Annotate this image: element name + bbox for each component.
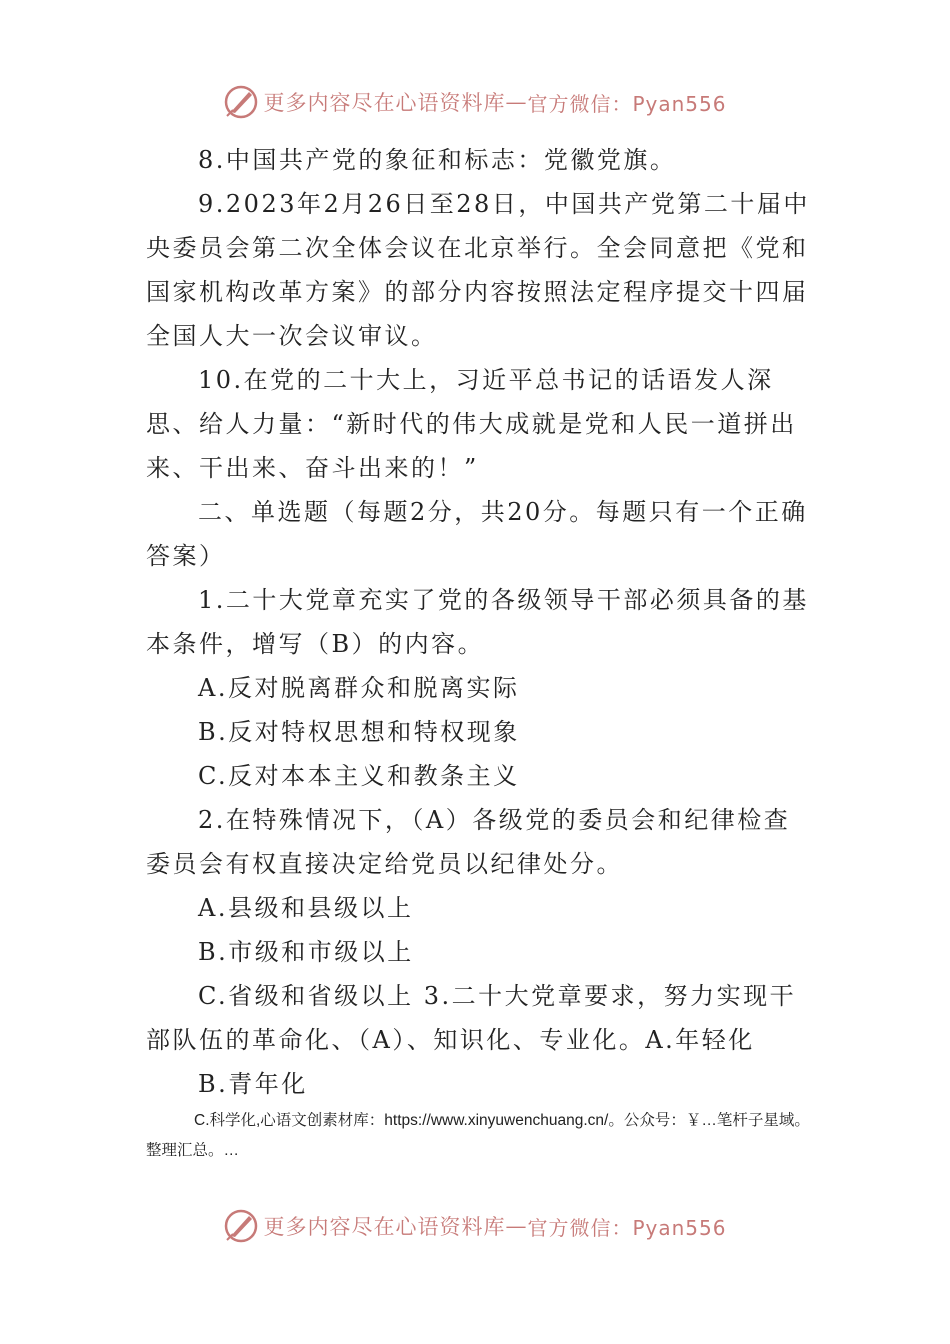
question-2-option-b: B.市级和市级以上 — [198, 938, 414, 966]
question-1-option-b: B.反对特权思想和特权现象 — [198, 718, 520, 746]
question-1-option-a: A.反对脱离群众和脱离实际 — [198, 674, 520, 702]
paragraph-9: 9.2023年2月26日至28日，中国共产党第二十届中央委员会第二次全体会议在北京举行。全会同意把《党和国家机构改革方案》的部分内容按照法定程序提交十四届全国人大一次会议审议。 — [146, 190, 810, 350]
section-heading-single-choice: 二、单选题（每题2分，共20分。每题只有一个正确答案） — [146, 498, 808, 570]
question-2-option-a: A.县级和县级以上 — [198, 894, 414, 922]
watermark-brand: 更多内容尽在心语资料库 — [263, 1215, 506, 1239]
watermark-wechat: 官方微信：Pyan556 — [527, 91, 727, 116]
quill-logo-icon — [223, 84, 259, 120]
paragraph-8: 8.中国共产党的象征和标志：党徽党旗。 — [198, 146, 677, 174]
footnote: C.科学化,心语文创素材库：https://www.xinyuwenchuang.cn/。公众号：￥…笔杆子星域。整理汇总。… — [146, 1112, 810, 1159]
watermark-footer — [0, 1208, 950, 1244]
question-1: 1.二十大党章充实了党的各级领导干部必须具备的基本条件，增写（B）的内容。 — [146, 586, 809, 658]
question-2: 2.在特殊情况下，（A）各级党的委员会和纪律检查委员会有权直接决定给党员以纪律处分。 — [146, 806, 791, 878]
watermark-wechat: 官方微信：Pyan556 — [527, 1215, 727, 1240]
paragraph-10: 10.在党的二十大上，习近平总书记的话语发人深思、给人力量：“新时代的伟大成就是党和人民一道拼出来、干出来、奋斗出来的！” — [146, 366, 797, 482]
quill-logo-icon — [223, 1208, 259, 1244]
watermark-dash: — — [505, 1214, 528, 1238]
question-2-option-c-and-question-3: C.省级和省级以上 3.二十大党章要求，努力实现干部队伍的革命化、（A）、知识化、专业化。A.年轻化 — [146, 982, 797, 1054]
watermark-header — [0, 84, 950, 120]
document-body — [146, 138, 810, 1166]
question-3-option-b: B.青年化 — [198, 1070, 308, 1098]
watermark-brand: 更多内容尽在心语资料库 — [263, 91, 506, 115]
watermark-dash: — — [505, 90, 528, 114]
question-1-option-c: C.反对本本主义和教条主义 — [198, 762, 520, 790]
